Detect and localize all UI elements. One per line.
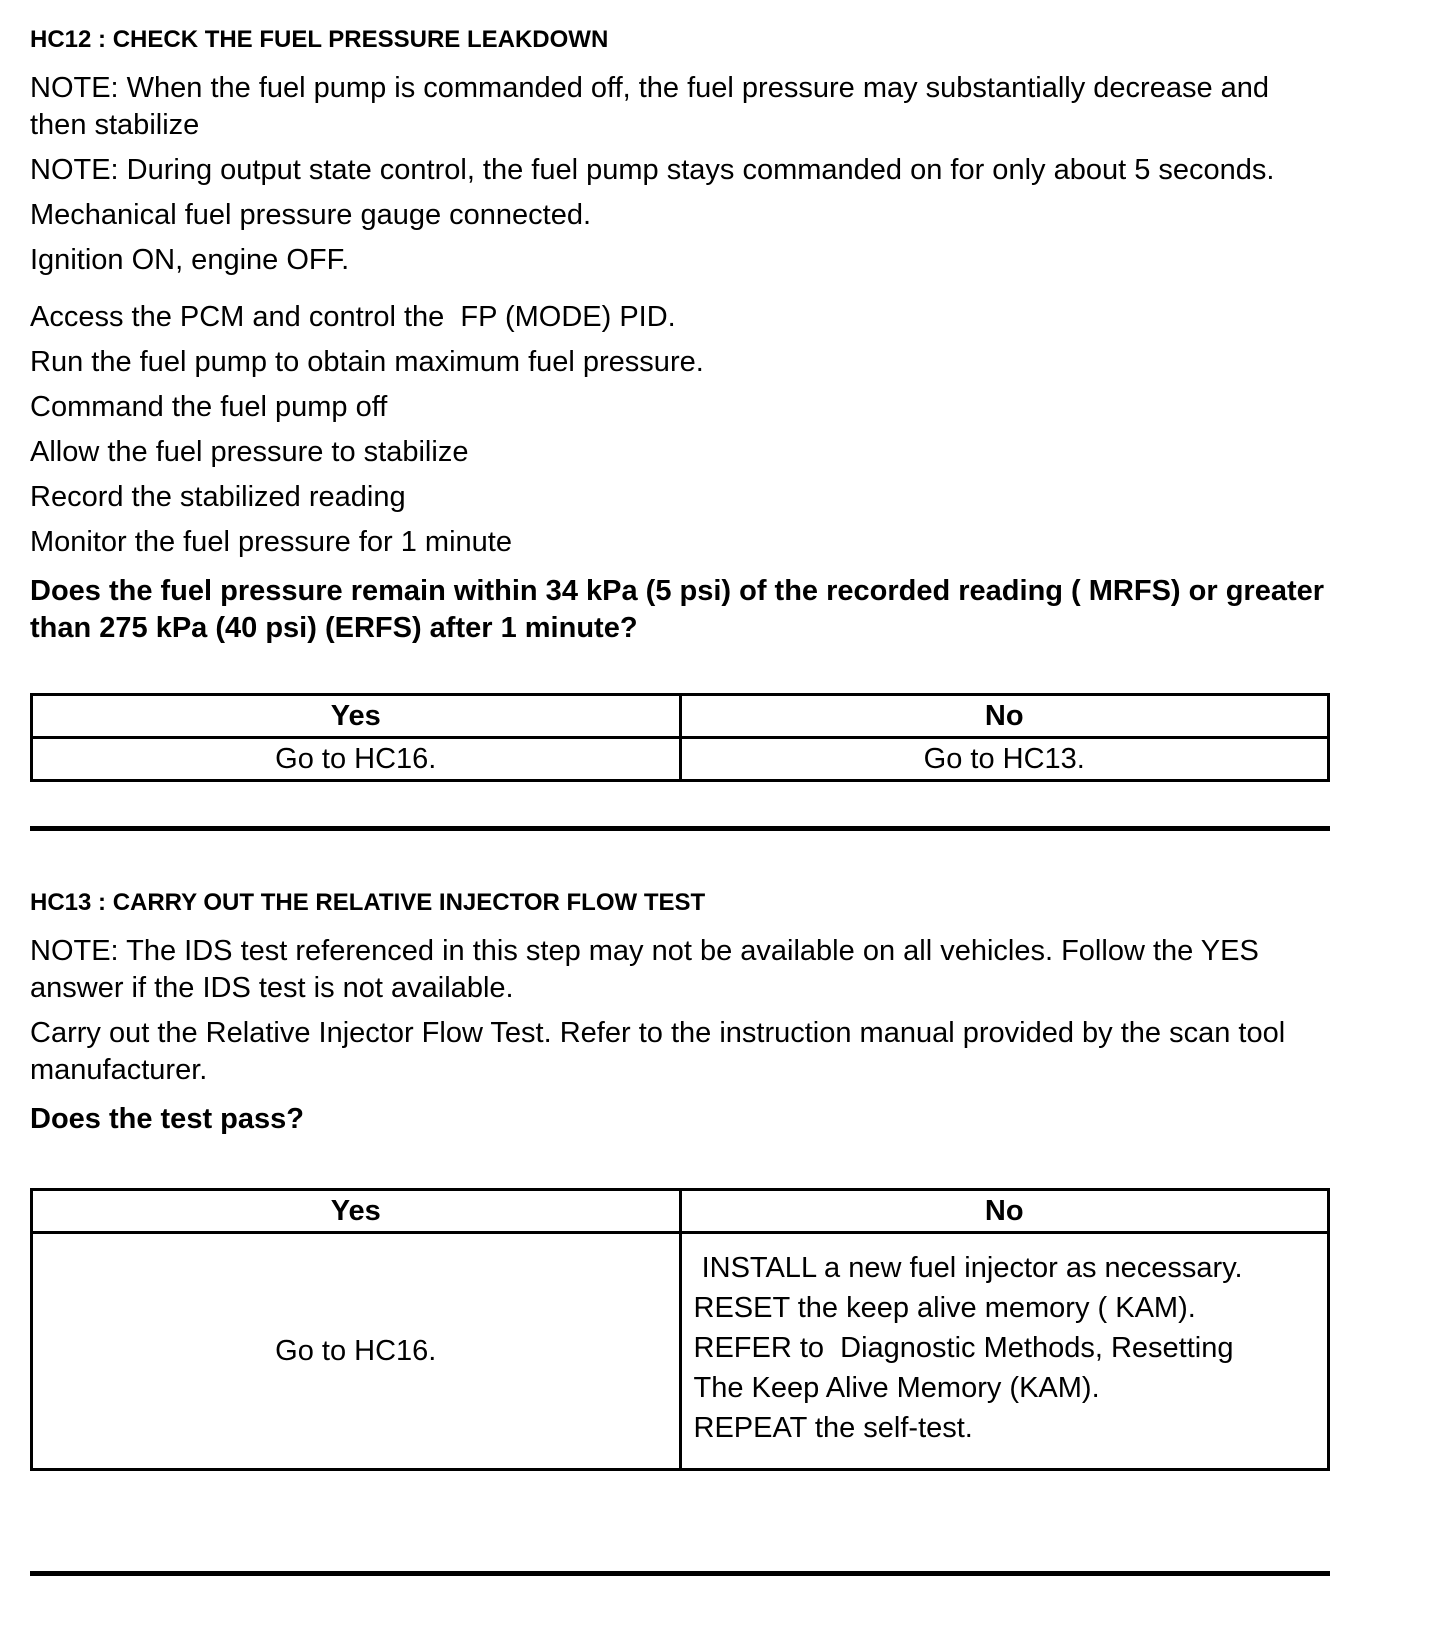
step-paragraph: Carry out the Relative Injector Flow Test. Refer to the instruction manual provided by the scan tool manufacturer. (30, 1017, 1294, 1086)
section-divider (30, 1571, 1330, 1576)
no-column-header: No (680, 695, 1329, 738)
no-action-line: REPEAT the self-test. (693, 1412, 973, 1444)
section-hc12 (30, 26, 1333, 831)
decision-table-hc12 (30, 693, 1330, 782)
no-column-header: No (680, 1190, 1329, 1233)
table-header-row (32, 695, 1329, 738)
decision-table-hc13 (30, 1188, 1330, 1471)
no-action-line: INSTALL a new fuel injector as necessary. (693, 1252, 1243, 1284)
table-row (32, 738, 1329, 781)
decision-question: Does the fuel pressure remain within 34 kPa (5 psi) of the recorded reading ( MRFS) or greater than 275 kPa (40 psi) (ERFS) after 1 minute? (30, 575, 1333, 644)
yes-action-cell: Go to HC16. (32, 738, 681, 781)
decision-question: Does the test pass? (30, 1103, 304, 1135)
yes-column-header: Yes (32, 1190, 681, 1233)
section-divider (30, 826, 1330, 831)
no-action-line: REFER to Diagnostic Methods, Resetting (693, 1332, 1234, 1364)
section-hc13 (30, 889, 1330, 1576)
step-paragraph: Ignition ON, engine OFF. (30, 244, 350, 276)
yes-column-header: Yes (32, 695, 681, 738)
step-paragraph: Run the fuel pump to obtain maximum fuel pressure. (30, 346, 704, 378)
note-paragraph: NOTE: When the fuel pump is commanded off, the fuel pressure may substantially decrease and then stabilize (30, 72, 1278, 141)
section-hc12-heading: HC12 : CHECK THE FUEL PRESSURE LEAKDOWN (30, 26, 609, 53)
no-action-cell (680, 1233, 1329, 1470)
section-hc13-heading: HC13 : CARRY OUT THE RELATIVE INJECTOR FLOW TEST (30, 889, 706, 916)
table-row (32, 1233, 1329, 1470)
no-action-line: RESET the keep alive memory ( KAM). (693, 1292, 1196, 1324)
no-action-line: The Keep Alive Memory (KAM). (693, 1372, 1100, 1404)
step-paragraph: Command the fuel pump off (30, 391, 388, 423)
step-paragraph: Allow the fuel pressure to stabilize (30, 436, 469, 468)
no-action-cell: Go to HC13. (680, 738, 1329, 781)
note-paragraph: NOTE: The IDS test referenced in this step may not be available on all vehicles. Follow the YES answer if the IDS test is not available. (30, 935, 1267, 1004)
step-paragraph: Access the PCM and control the FP (MODE) PID. (30, 301, 676, 333)
step-paragraph: Monitor the fuel pressure for 1 minute (30, 526, 512, 558)
note-paragraph: NOTE: During output state control, the fuel pump stays commanded on for only about 5 seconds. (30, 154, 1275, 186)
yes-action-cell: Go to HC16. (32, 1233, 681, 1470)
step-paragraph: Mechanical fuel pressure gauge connected. (30, 199, 592, 231)
step-paragraph: Record the stabilized reading (30, 481, 406, 513)
table-header-row (32, 1190, 1329, 1233)
